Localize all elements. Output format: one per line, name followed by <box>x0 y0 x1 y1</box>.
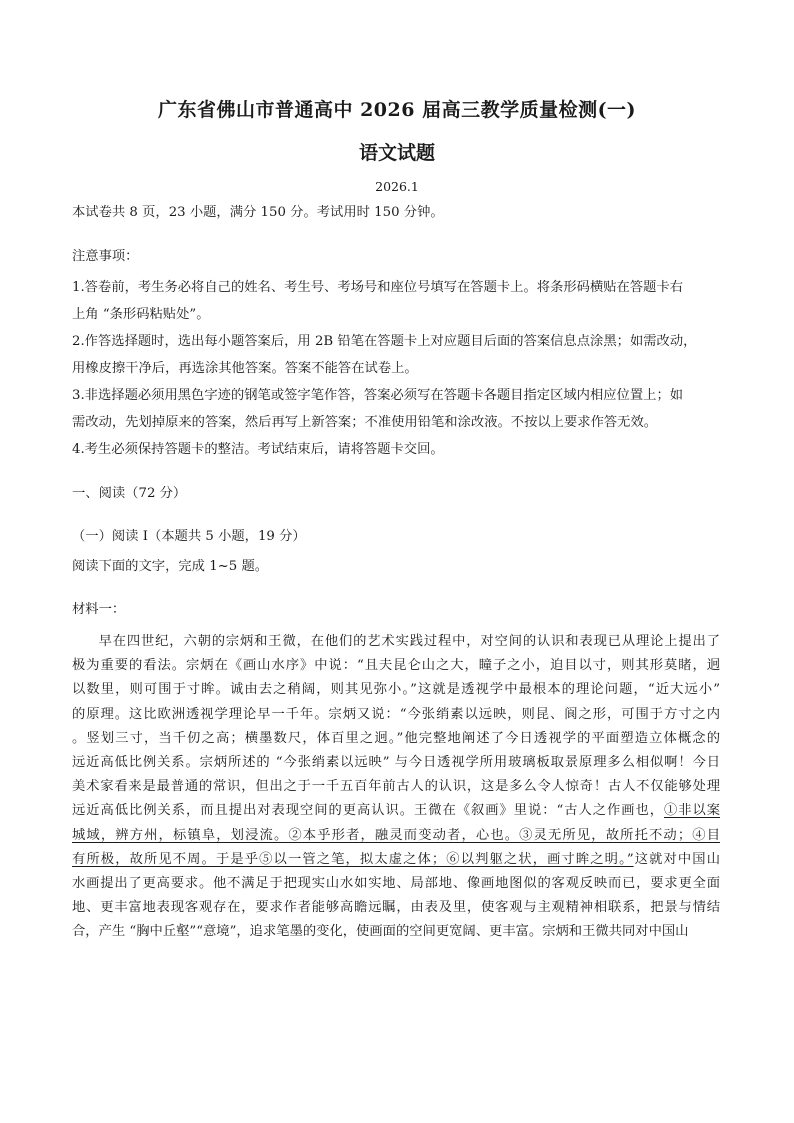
passage-line: 早在四世纪，六朝的宗炳和王微，在他们的艺术实践过程中，对空间的认识和表现已从理论上提出了 <box>98 634 720 649</box>
passage-line: 极为重要的看法。宗炳在《画山水序》中说：“且夫昆仑山之大，瞳子之小，迫目以寸，则其形莫睹，迥 <box>72 658 720 674</box>
underlined-passage: 城域，辨方州，标镇阜，划浸流。②本乎形者，融灵而变动者，心也。③灵无所见，故所托不动；④目 <box>72 827 720 843</box>
page-title: 广东省佛山市普通高中 2026 届高三教学质量检测(一) <box>157 99 637 121</box>
passage-line: 水画提出了更高要求。他不满足于把现实山水如实地、局部地、像画地图似的客观反映而已，要求更全面 <box>72 875 720 891</box>
passage-line: 以数里，则可围于寸眸。诚由去之稍阔，则其见弥小。”这就是透视学中最根本的理论问题，“近大远小” <box>72 682 720 698</box>
passage-line <box>72 824 720 848</box>
notes-line: 1.答卷前，考生务必将自己的姓名、考生号、考场号和座位号填写在答题卡上。将条形码横贴在答题卡右 <box>72 280 684 295</box>
notes-line: 需改动，先划掉原来的答案，然后再写上新答案；不准使用铅笔和涂改液。不按以上要求作答无效。 <box>72 415 658 430</box>
passage-line: 地、更丰富地表现客观存在，要求作者能够高瞻远瞩，由表及里，使客观与主观精神相联系，把景与情结 <box>72 900 720 916</box>
page-subtitle: 语文试题 <box>358 142 435 164</box>
passage-line <box>72 799 720 823</box>
notes-heading: 注意事项： <box>72 249 139 264</box>
notes-line: 2.作答选择题时，选出每小题答案后，用 2B 铅笔在答题卡上对应题目后面的答案信息点涂黑；如需改动， <box>72 334 697 349</box>
notes-line: 4.考生必须保持答题卡的整洁。考试结束后，请将答题卡交回。 <box>72 442 444 457</box>
notes-line: 3.非选择题必须用黑色字迹的钢笔或签字笔作答，答案必须写在答题卡各题目指定区域内相应位置上；如 <box>72 388 684 403</box>
exam-intro: 本试卷共 8 页，23 小题，满分 150 分。考试用时 150 分钟。 <box>72 205 444 220</box>
underlined-passage: ①非以案 <box>663 803 721 819</box>
section-heading: 一、阅读（72 分） <box>72 486 187 501</box>
passage-line: 。竖划三寸，当千仞之高；横墨数尺，体百里之迥。”他完整地阐述了今日透视学的平面塑造立体概念的 <box>72 730 720 746</box>
passage-line: 的原理。这比欧洲透视学理论早一千年。宗炳又说：“今张绡素以远映，则昆、阆之形，可围于方寸之内 <box>72 706 720 722</box>
passage-text: 远近高低比例关系，而且提出对表现空间的更高认识。王微在《叙画》里说：“古人之作画也， <box>72 803 664 819</box>
passage-line: 远近高低比例关系。宗炳所述的 “今张绡素以远映” 与今日透视学所用玻璃板取景原理多么相似啊！今日 <box>72 754 720 770</box>
material-label: 材料一： <box>72 602 126 617</box>
passage-text: 这就对中国山 <box>633 851 721 867</box>
passage-line <box>72 848 720 872</box>
passage-paragraph <box>72 630 720 944</box>
notes-line: 用橡皮擦干净后，再选涂其他答案。答案不能答在试卷上。 <box>72 361 418 376</box>
passage-line: 美术家看来是最普通的常识，但出之于一千五百年前古人的认识，这是多么令人惊奇！古人不仅能够处理 <box>72 779 720 795</box>
section-subheading: （一）阅读 I（本题共 5 小题，19 分） <box>72 529 306 544</box>
underlined-passage: 有所极，故所见不周。于是乎⑤以一管之笔，拟太虚之体；⑥以判躯之状，画寸眸之明。” <box>72 851 634 867</box>
section-instruction: 阅读下面的文字，完成 1~5 题。 <box>72 559 269 574</box>
passage-line: 合，产生 “胸中丘壑”“意境”，追求笔墨的变化，使画面的空间更宽阔、更丰富。宗炳和王微共同对中国山 <box>72 924 689 940</box>
exam-date: 2026.1 <box>375 179 419 194</box>
notes-line: 上角 “条形码粘贴处”。 <box>72 307 210 322</box>
